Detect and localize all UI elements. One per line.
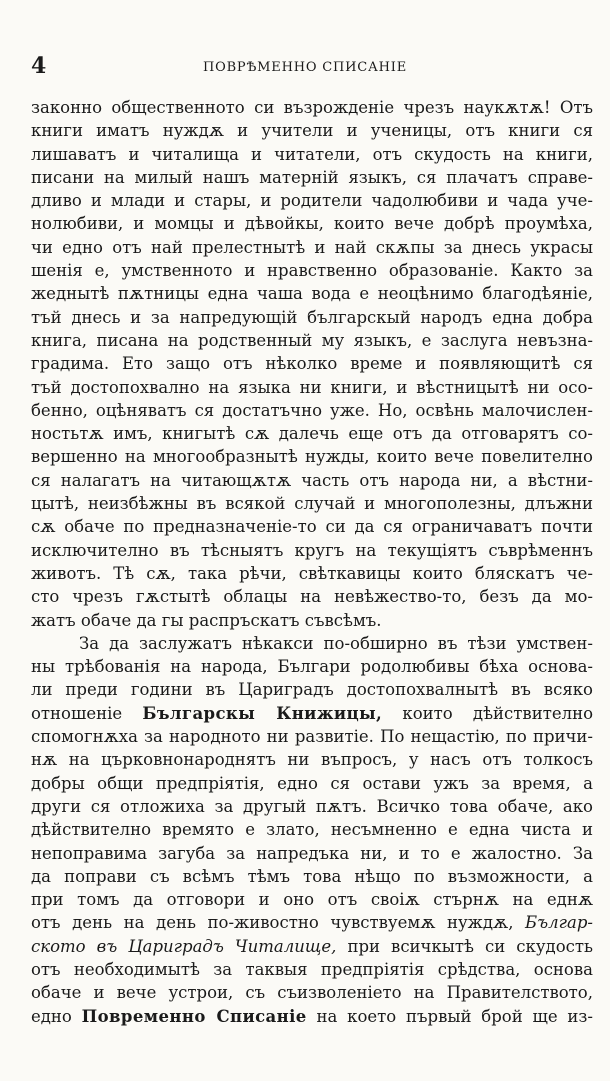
text-line: книги иматъ нуждѫ и учители и ученицы, отъ книги ся (31, 121, 593, 141)
text-line: отношеніе Българскы Книжицы, които дѣйствително (31, 703, 593, 723)
text-line: жатъ обаче да гы распръскатъ съвсѣмъ. (31, 610, 382, 630)
text-line: непоправима загуба за напредъка ни, и то е жалостно. За (31, 843, 593, 863)
text-line: тъй достопохвално на языка ни книги, и вѣстницытѣ ни осо- (31, 377, 593, 397)
text-line: писани на милый нашъ матерній языкъ, ся плачатъ справе- (31, 167, 593, 187)
text-line: дливо и млади и стары, и родители чадолюбиви и чада уче- (31, 191, 593, 211)
text-line: ли преди години въ Цариградъ достопохвалнытѣ въ всяко (31, 680, 593, 700)
text-line: ското въ Цариградъ Читалище, при всичкытѣ си скудость (31, 936, 593, 956)
text-line: книга, писана на родственный му языкъ, е заслуга невъзна- (31, 330, 593, 350)
text-line: вершенно на многообразнытѣ нужды, които вече повелително (31, 447, 593, 467)
text-line: нѫ на църковнонароднятъ ни въпросъ, у насъ отъ толкосъ (31, 750, 593, 770)
text-line: градима. Ето защо отъ нѣколко време и появляющитѣ ся (31, 354, 593, 374)
text-line: ны трѣбованія на народа, Българи родолюбивы бѣха основа- (31, 657, 593, 677)
text-line: обаче и вече устрои, съ съизволеніето на Правителството, (31, 983, 593, 1003)
text-line: да поправи съ всѣмъ тѣмъ това нѣщо по възможности, а (31, 866, 593, 886)
text-line: едно Повременно Списаніе на което първый брой ще из- (31, 1006, 593, 1026)
text-line: спомогнѫха за народното ни развитіе. По нещастію, по причи- (31, 727, 593, 747)
text-line: други ся отложиха за другый пѫтъ. Всичко това обаче, ако (31, 796, 593, 816)
text-line: бенно, оцѣняватъ ся достатъчно уже. Но, освѣнь малочислен- (31, 400, 593, 420)
text-line: сѫ обаче по предназначеніе-то си да ся ограничаватъ почти (31, 517, 593, 537)
paragraph-1 (31, 96, 593, 632)
text-line: цытѣ, неизбѣжны въ всякой случай и многополезны, длъжни (31, 494, 593, 514)
text-line: сто чрезъ гѫстытѣ облацы на невѣжество-то, безъ да мо- (31, 587, 593, 607)
text-line: тъй днесь и за напредующій българскый народъ една добра (31, 307, 593, 327)
paragraph-2 (31, 632, 593, 1028)
text-line: отъ день на день по-живостно чувствуемѫ нуждѫ, Българ- (31, 913, 593, 933)
title-reading-room: ското въ Цариградъ Читалище, (31, 936, 337, 956)
text-line: законно общественното си възрожденіе чрезъ наукѫтѫ! Отъ (31, 98, 593, 117)
text-line: ся налагатъ на читающѫтѫ часть отъ народа ни, а вѣстни- (31, 470, 593, 490)
text-line: дѣйствително времято е злато, несъмненно е една чиста и (31, 820, 593, 840)
title-bulgarian-booklets: Българскы Книжицы, (142, 703, 383, 723)
text-line: животъ. Тѣ сѫ, така рѣчи, свѣткавицы които бляскатъ че- (31, 563, 593, 583)
body-text (31, 96, 593, 1028)
text-line: За да заслужатъ нѣкакси по-обширно въ тѣзи умствен- (79, 633, 593, 653)
running-title: ПОВРѢМЕННО СПИСАНІЕ (202, 60, 408, 75)
text-line: ностьтѫ имъ, книгытѣ сѫ далечь еще отъ да отговарятъ со- (31, 424, 593, 444)
text-line: исключително въ тѣсныятъ кругъ на текущіятъ съврѣменнъ (31, 540, 593, 560)
text-line: чи едно отъ най прелестнытѣ и най скѫпы за днесь украсы (31, 237, 593, 257)
text-line: при томъ да отговори и оно отъ своіѫ стърнѫ на еднѫ (31, 890, 593, 910)
title-reading-room-part: Българ- (525, 913, 593, 933)
text-line: лишаватъ и читалища и читатели, отъ скудость на книги, (31, 144, 593, 164)
text-line: жеднытѣ пѫтницы една чаша вода е неоцѣнимо благодѣяніе, (31, 284, 593, 304)
text-line: нолюбиви, и момцы и дѣвойкы, които вече добрѣ проумѣха, (31, 214, 593, 234)
page-number: 4 (31, 53, 47, 79)
text-line: отъ необходимытѣ за таквыя предпріятія срѣдства, основа (31, 959, 593, 979)
text-line: добры общи предпріятія, едно ся остави ужъ за время, а (31, 773, 593, 793)
text-line: шенія е, умственното и нравственно образованіе. Както за (31, 261, 593, 281)
title-periodical: Повременно Списаніе (81, 1006, 307, 1026)
